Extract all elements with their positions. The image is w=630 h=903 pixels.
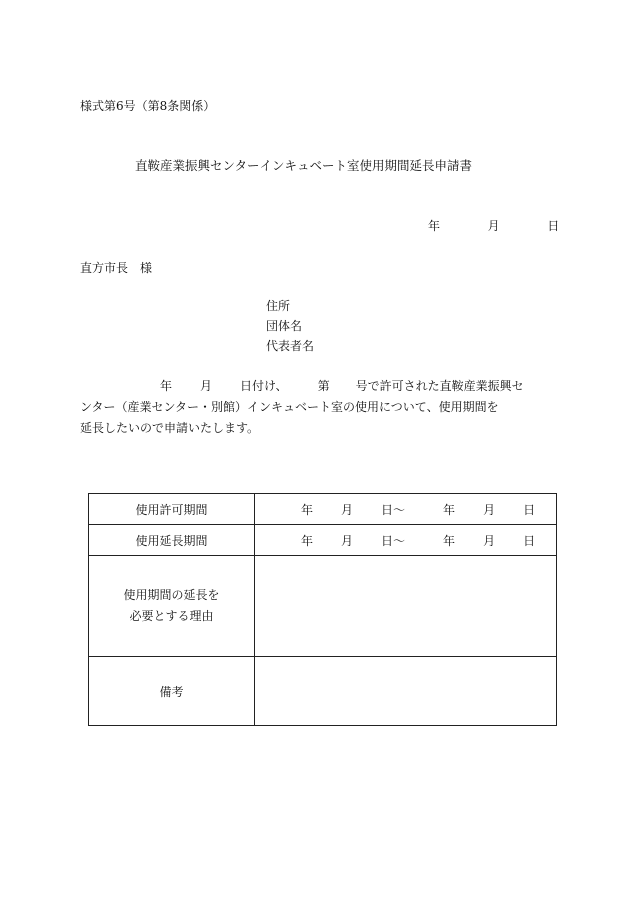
extension-end-month: 月 [483, 533, 496, 548]
permit-start-day: 日〜 [381, 502, 406, 517]
applicant-block [266, 296, 314, 356]
extension-start-month: 月 [341, 533, 354, 548]
address-label: 住所 [266, 299, 291, 313]
form-number: 様式第6号（第8条関係） [80, 99, 216, 113]
statement-line-3: 延長したいので申請いたします。 [80, 421, 260, 435]
extension-end-day: 日 [523, 533, 536, 548]
statement-year: 年 [160, 379, 173, 393]
reason-label [89, 556, 255, 657]
permit-end-year: 年 [443, 502, 456, 517]
permit-start-year: 年 [301, 502, 314, 517]
date-day: 日 [547, 219, 560, 233]
date-year: 年 [428, 219, 441, 233]
table-row-reason [89, 556, 557, 657]
addressee: 直方市長 様 [80, 261, 153, 275]
permit-start-month: 月 [341, 502, 354, 517]
request-statement [80, 376, 560, 439]
document-title: 直鞍産業振興センターインキュベート室使用期間延長申請書 [135, 158, 473, 173]
reason-label-line-2: 必要とする理由 [129, 609, 214, 623]
extension-start-year: 年 [301, 533, 314, 548]
group-name-label: 団体名 [266, 319, 303, 333]
extension-period-value [255, 525, 557, 556]
representative-label: 代表者名 [266, 339, 315, 353]
table-row-extension-period [89, 525, 557, 556]
notes-label: 備考 [89, 657, 255, 726]
permit-end-day: 日 [523, 502, 536, 517]
table-row-permit-period [89, 494, 557, 525]
permit-period-label: 使用許可期間 [89, 494, 255, 525]
statement-line-2: ンター（産業センター・別館）インキュベート室の使用について、使用期間を [80, 400, 499, 414]
period-table [88, 493, 557, 726]
reason-field[interactable] [255, 556, 557, 657]
statement-dated: 日付け、 [240, 379, 288, 393]
extension-end-year: 年 [443, 533, 456, 548]
statement-month: 月 [200, 379, 213, 393]
permit-end-month: 月 [483, 502, 496, 517]
extension-period-label: 使用延長期間 [89, 525, 255, 556]
extension-start-day: 日〜 [381, 533, 406, 548]
table-row-notes [89, 657, 557, 726]
notes-field[interactable] [255, 657, 557, 726]
statement-line-1 [80, 376, 560, 397]
application-date [428, 217, 559, 234]
statement-number-text: 号で許可された直鞍産業振興セ [355, 379, 524, 393]
date-month: 月 [487, 219, 500, 233]
statement-dai: 第 [317, 379, 330, 393]
permit-period-value [255, 494, 557, 525]
reason-label-line-1: 使用期間の延長を [123, 588, 220, 602]
